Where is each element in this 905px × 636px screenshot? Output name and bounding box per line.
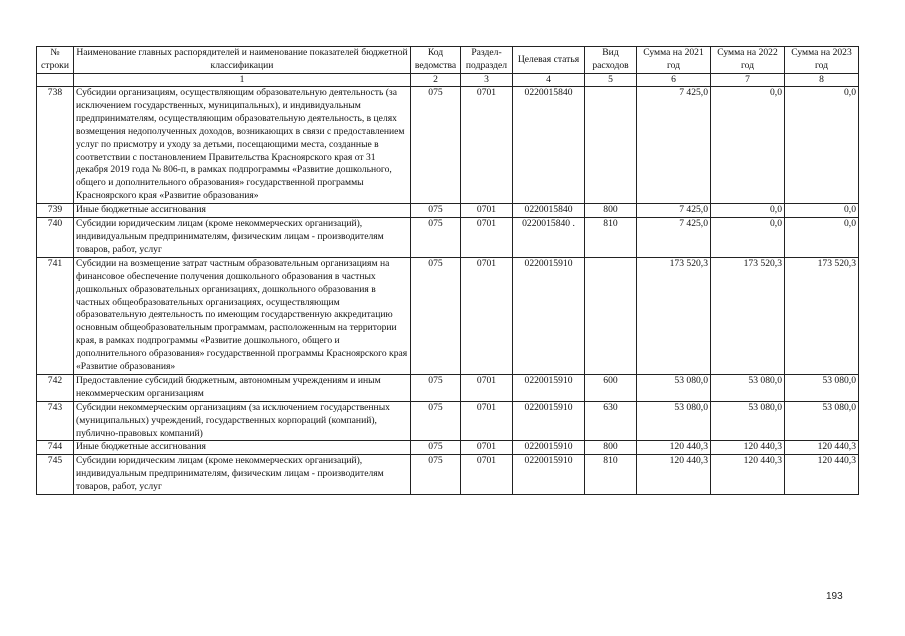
dept-code: 075 xyxy=(411,441,461,455)
row-name: Субсидии на возмещение затрат частным образовательным организациям на финансовое обеспечение получения дошкольного образования в частных дошкольных образовательных организациях, дошкольного образования в частных общеобразовательных организациях, осуществляющим образовательную деятельность по имеющим государственную аккредитацию основным общеобразовательным программам, расположенным на территории края, в рамках подпрограммы «Развитие дошкольного, общего и дополнительного образования» государственной программы Красноярского края «Развитие образования» xyxy=(74,257,411,374)
sum-2023: 0,0 xyxy=(785,87,859,204)
column-number: 6 xyxy=(637,74,711,87)
column-number: 5 xyxy=(585,74,637,87)
section-code: 0701 xyxy=(461,87,513,204)
expense-type: 810 xyxy=(585,455,637,495)
header-target-article: Целевая статья xyxy=(513,47,585,74)
section-code: 0701 xyxy=(461,401,513,441)
column-number-row xyxy=(37,74,859,87)
expense-type: 800 xyxy=(585,204,637,218)
header-row-number: № строки xyxy=(37,47,74,74)
row-number: 740 xyxy=(37,218,74,258)
sum-2023: 120 440,3 xyxy=(785,455,859,495)
sum-2021: 120 440,3 xyxy=(637,441,711,455)
header-name: Наименование главных распорядителей и наименование показателей бюджетной классификации xyxy=(74,47,411,74)
row-name: Иные бюджетные ассигнования xyxy=(74,204,411,218)
sum-2022: 53 080,0 xyxy=(711,401,785,441)
expense-type xyxy=(585,257,637,374)
row-name: Предоставление субсидий бюджетным, автономным учреждениям и иным некоммерческим организациям xyxy=(74,374,411,401)
row-name: Субсидии некоммерческим организациям (за исключением государственных (муниципальных) учреждений, государственных корпораций (компаний), публично-правовых компаний) xyxy=(74,401,411,441)
target-article: 0220015840 xyxy=(513,204,585,218)
sum-2021: 120 440,3 xyxy=(637,455,711,495)
row-number: 739 xyxy=(37,204,74,218)
row-name: Субсидии юридическим лицам (кроме некоммерческих организаций), индивидуальным предпринимателям, физическим лицам - производителям товаров, работ, услуг xyxy=(74,218,411,258)
header-dept-code: Код ведомства xyxy=(411,47,461,74)
header-sum-2023: Сумма на 2023 год xyxy=(785,47,859,74)
row-number: 745 xyxy=(37,455,74,495)
section-code: 0701 xyxy=(461,204,513,218)
sum-2023: 0,0 xyxy=(785,204,859,218)
section-code: 0701 xyxy=(461,257,513,374)
column-number: 4 xyxy=(513,74,585,87)
table-row xyxy=(37,401,859,441)
table-row xyxy=(37,87,859,204)
expense-type: 600 xyxy=(585,374,637,401)
sum-2022: 120 440,3 xyxy=(711,441,785,455)
page-number: 193 xyxy=(826,591,843,602)
expense-type: 800 xyxy=(585,441,637,455)
sum-2021: 53 080,0 xyxy=(637,401,711,441)
sum-2021: 7 425,0 xyxy=(637,204,711,218)
target-article: 0220015840 xyxy=(513,87,585,204)
sum-2021: 7 425,0 xyxy=(637,218,711,258)
document-page xyxy=(36,46,858,495)
header-section: Раздел-подраздел xyxy=(461,47,513,74)
target-article: 0220015840 . xyxy=(513,218,585,258)
sum-2022: 53 080,0 xyxy=(711,374,785,401)
column-number: 8 xyxy=(785,74,859,87)
row-number: 742 xyxy=(37,374,74,401)
sum-2023: 173 520,3 xyxy=(785,257,859,374)
row-name: Иные бюджетные ассигнования xyxy=(74,441,411,455)
sum-2022: 173 520,3 xyxy=(711,257,785,374)
sum-2022: 0,0 xyxy=(711,87,785,204)
column-number: 2 xyxy=(411,74,461,87)
budget-table xyxy=(36,46,859,495)
target-article: 0220015910 xyxy=(513,401,585,441)
sum-2022: 0,0 xyxy=(711,218,785,258)
dept-code: 075 xyxy=(411,87,461,204)
column-number: 1 xyxy=(74,74,411,87)
row-name: Субсидии юридическим лицам (кроме некоммерческих организаций), индивидуальным предпринимателям, физическим лицам - производителям товаров, работ, услуг xyxy=(74,455,411,495)
row-name: Субсидии организациям, осуществляющим образовательную деятельность (за исключением государственных, муниципальных), и индивидуальным предпринимателям, осуществляющим образовательную деятельность, в целях возмещения недополученных доходов, возникающих в связи с предоставлением услуг по присмотру и уходу за детьми, посещающими места, созданные в соответствии с постановлением Правительства Красноярского края от 31 декабря 2019 года № 806-п, в рамках подпрограммы «Развитие дошкольного, общего и дополнительного образования» государственной программы Красноярского края «Развитие образования» xyxy=(74,87,411,204)
column-number xyxy=(37,74,74,87)
column-number: 3 xyxy=(461,74,513,87)
dept-code: 075 xyxy=(411,401,461,441)
dept-code: 075 xyxy=(411,374,461,401)
sum-2023: 53 080,0 xyxy=(785,374,859,401)
section-code: 0701 xyxy=(461,218,513,258)
table-row xyxy=(37,204,859,218)
column-number: 7 xyxy=(711,74,785,87)
target-article: 0220015910 xyxy=(513,374,585,401)
section-code: 0701 xyxy=(461,455,513,495)
target-article: 0220015910 xyxy=(513,441,585,455)
expense-type xyxy=(585,87,637,204)
dept-code: 075 xyxy=(411,455,461,495)
sum-2021: 7 425,0 xyxy=(637,87,711,204)
row-number: 744 xyxy=(37,441,74,455)
sum-2023: 53 080,0 xyxy=(785,401,859,441)
section-code: 0701 xyxy=(461,374,513,401)
header-expense-type: Вид расходов xyxy=(585,47,637,74)
table-row xyxy=(37,374,859,401)
row-number: 741 xyxy=(37,257,74,374)
expense-type: 630 xyxy=(585,401,637,441)
dept-code: 075 xyxy=(411,204,461,218)
table-row xyxy=(37,257,859,374)
sum-2021: 53 080,0 xyxy=(637,374,711,401)
sum-2023: 120 440,3 xyxy=(785,441,859,455)
sum-2021: 173 520,3 xyxy=(637,257,711,374)
dept-code: 075 xyxy=(411,257,461,374)
target-article: 0220015910 xyxy=(513,455,585,495)
table-row xyxy=(37,218,859,258)
table-row xyxy=(37,455,859,495)
sum-2023: 0,0 xyxy=(785,218,859,258)
header-sum-2022: Сумма на 2022 год xyxy=(711,47,785,74)
target-article: 0220015910 xyxy=(513,257,585,374)
row-number: 738 xyxy=(37,87,74,204)
row-number: 743 xyxy=(37,401,74,441)
section-code: 0701 xyxy=(461,441,513,455)
header-row xyxy=(37,47,859,74)
sum-2022: 120 440,3 xyxy=(711,455,785,495)
sum-2022: 0,0 xyxy=(711,204,785,218)
header-sum-2021: Сумма на 2021 год xyxy=(637,47,711,74)
expense-type: 810 xyxy=(585,218,637,258)
table-row xyxy=(37,441,859,455)
dept-code: 075 xyxy=(411,218,461,258)
